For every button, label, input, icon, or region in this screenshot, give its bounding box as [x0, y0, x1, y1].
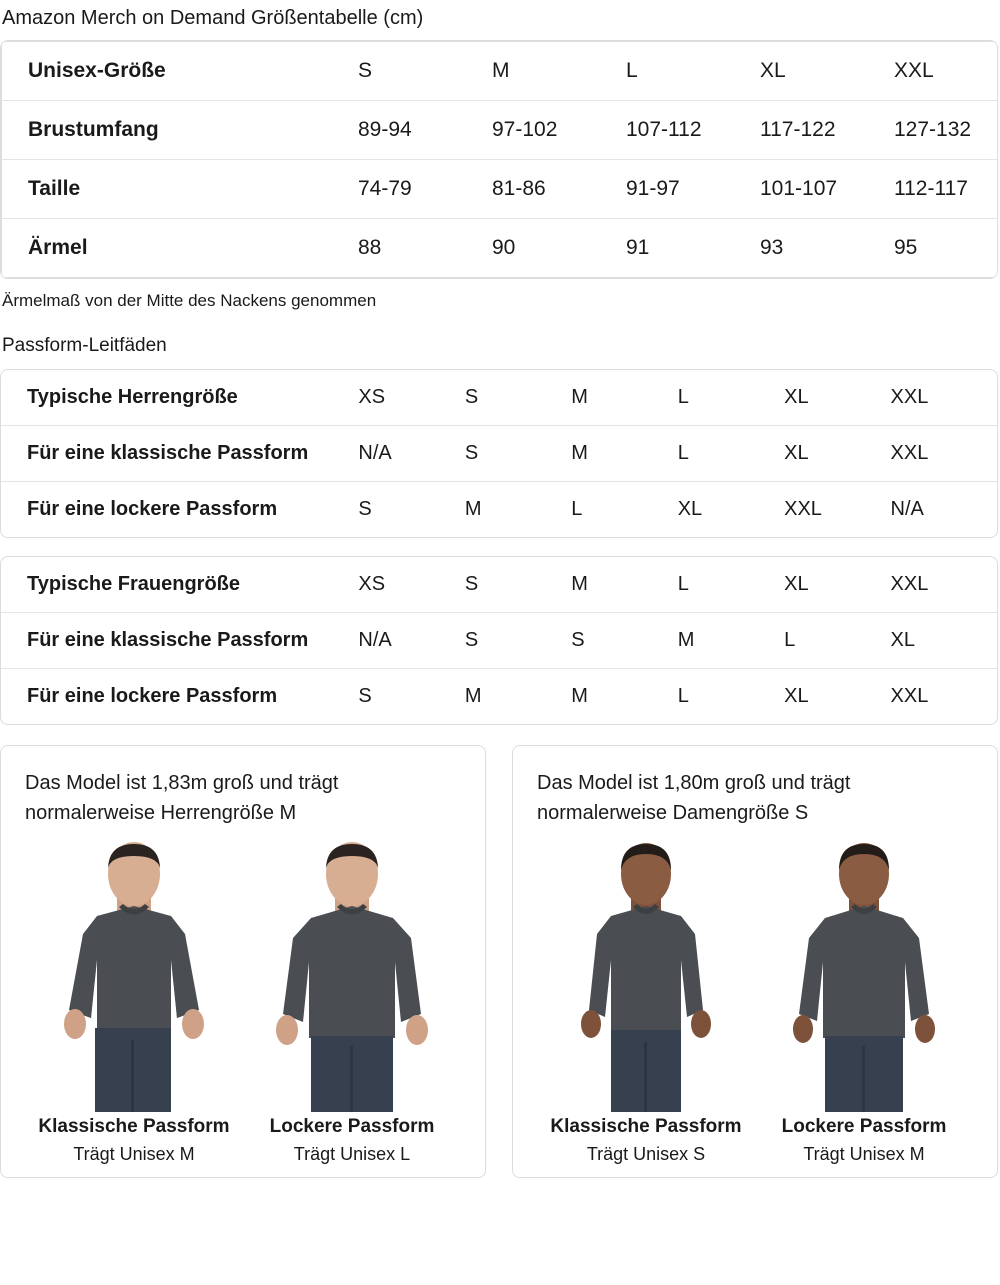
female-model-illustration	[769, 842, 959, 1112]
table-spacer	[0, 538, 1000, 556]
cell: S	[358, 685, 372, 707]
cell: M	[464, 685, 482, 707]
figure-row	[25, 842, 461, 1165]
cell: XL	[784, 557, 890, 613]
male-model-illustration	[39, 842, 229, 1112]
cell: 117-122	[760, 101, 894, 160]
cell: L	[784, 613, 890, 669]
cell: S	[465, 426, 571, 482]
cell: XS	[358, 370, 464, 426]
cell: 91-97	[626, 160, 760, 219]
cell: 107-112	[626, 101, 760, 160]
table-row	[1, 426, 997, 482]
cell: 93	[760, 236, 784, 259]
figure-relaxed-fit-male	[247, 842, 457, 1165]
cell: N/A	[890, 498, 924, 520]
cell: XL	[784, 370, 890, 426]
cell: 81-86	[492, 160, 626, 219]
cell: L	[678, 426, 784, 482]
male-classic-fit-photo	[39, 842, 229, 1112]
cell: L	[626, 42, 760, 101]
model-cards	[0, 745, 1000, 1178]
cell: M	[492, 42, 626, 101]
womens-fit-table-container	[0, 556, 998, 725]
cell: S	[358, 498, 372, 520]
cell: XXL	[890, 685, 929, 707]
cell: S	[465, 557, 571, 613]
row-label: Unisex-Größe	[2, 42, 359, 101]
row-label: Für eine klassische Passform	[1, 613, 358, 669]
cell: M	[464, 498, 482, 520]
cell: N/A	[358, 613, 464, 669]
cell: L	[677, 685, 689, 707]
cell: 90	[492, 236, 516, 259]
figure-subcaption: Trägt Unisex M	[73, 1144, 195, 1164]
cell: XXL	[891, 370, 997, 426]
female-relaxed-fit-photo	[769, 842, 959, 1112]
male-relaxed-fit-photo	[257, 842, 447, 1112]
cell: XXL	[784, 498, 822, 520]
mens-fit-table	[1, 370, 997, 537]
figure-subcaption: Trägt Unisex L	[293, 1144, 411, 1164]
cell: XL	[677, 498, 703, 520]
cell: XS	[358, 557, 464, 613]
cell: XXL	[891, 426, 997, 482]
mens-model-card	[0, 745, 486, 1178]
cell: M	[571, 557, 677, 613]
cell: 101-107	[760, 160, 894, 219]
figure-subcaption: Trägt Unisex S	[586, 1144, 706, 1164]
womens-model-card	[512, 745, 998, 1178]
cell: 88	[358, 236, 382, 259]
page-title: Amazon Merch on Demand Größentabelle (cm)	[2, 7, 424, 29]
mens-fit-table-container	[0, 369, 998, 538]
row-label: Für eine lockere Passform	[27, 685, 278, 707]
cell: L	[678, 370, 784, 426]
cell: N/A	[358, 426, 464, 482]
cell: XL	[760, 42, 894, 101]
row-label: Taille	[2, 160, 359, 219]
cell: 95	[894, 236, 918, 259]
row-label: Typische Frauengröße	[1, 557, 358, 613]
figure-subcaption: Trägt Unisex M	[803, 1144, 925, 1164]
cell: XL	[891, 613, 997, 669]
cell: 112-117	[894, 160, 998, 219]
figure-classic-fit-female	[541, 842, 751, 1165]
male-model-illustration	[257, 842, 447, 1112]
table-row	[1, 370, 997, 426]
cell: XL	[784, 685, 809, 707]
size-table	[1, 41, 998, 278]
cell: M	[571, 370, 677, 426]
female-model-illustration	[551, 842, 741, 1112]
table-row	[2, 160, 999, 219]
cell: L	[678, 557, 784, 613]
cell: 127-132	[894, 101, 998, 160]
figure-classic-fit-male	[29, 842, 239, 1165]
fit-guides-title: Passform-Leitfäden	[2, 335, 167, 356]
card-heading: Das Model ist 1,83m groß und trägt normalerweise Herrengröße M	[25, 772, 339, 824]
cell: 74-79	[358, 160, 492, 219]
cell: 91	[626, 236, 650, 259]
cell: M	[571, 685, 588, 707]
figure-row	[537, 842, 973, 1165]
cell: S	[465, 370, 571, 426]
size-table-container	[0, 40, 998, 279]
cell: XXL	[894, 42, 998, 101]
female-classic-fit-photo	[551, 842, 741, 1112]
cell: XXL	[891, 557, 997, 613]
table-row	[1, 613, 997, 669]
cell: M	[678, 613, 784, 669]
figure-caption: Lockere Passform	[781, 1116, 947, 1137]
card-heading: Das Model ist 1,80m groß und trägt normalerweise Damengröße S	[537, 772, 851, 824]
figure-caption: Lockere Passform	[269, 1116, 435, 1137]
table-row	[1, 669, 997, 725]
table-row	[1, 557, 997, 613]
row-label: Ärmel	[28, 236, 88, 259]
cell: M	[571, 426, 677, 482]
womens-fit-table	[1, 557, 997, 724]
row-label: Typische Herrengröße	[1, 370, 358, 426]
cell: 89-94	[358, 101, 492, 160]
cell: S	[358, 42, 492, 101]
row-label: Für eine klassische Passform	[1, 426, 358, 482]
row-label: Für eine lockere Passform	[27, 498, 278, 520]
row-label: Brustumfang	[2, 101, 359, 160]
sleeve-measurement-note: Ärmelmaß von der Mitte des Nackens genommen	[2, 291, 377, 310]
cell: XL	[784, 426, 890, 482]
figure-relaxed-fit-female	[759, 842, 969, 1165]
table-row	[1, 482, 997, 538]
figure-caption: Klassische Passform	[38, 1116, 230, 1137]
table-row	[2, 219, 999, 278]
table-row	[2, 101, 999, 160]
cell: L	[571, 498, 583, 520]
cell: 97-102	[492, 101, 626, 160]
cell: S	[571, 613, 677, 669]
table-row	[2, 42, 999, 101]
cell: S	[465, 613, 571, 669]
figure-caption: Klassische Passform	[550, 1116, 742, 1137]
